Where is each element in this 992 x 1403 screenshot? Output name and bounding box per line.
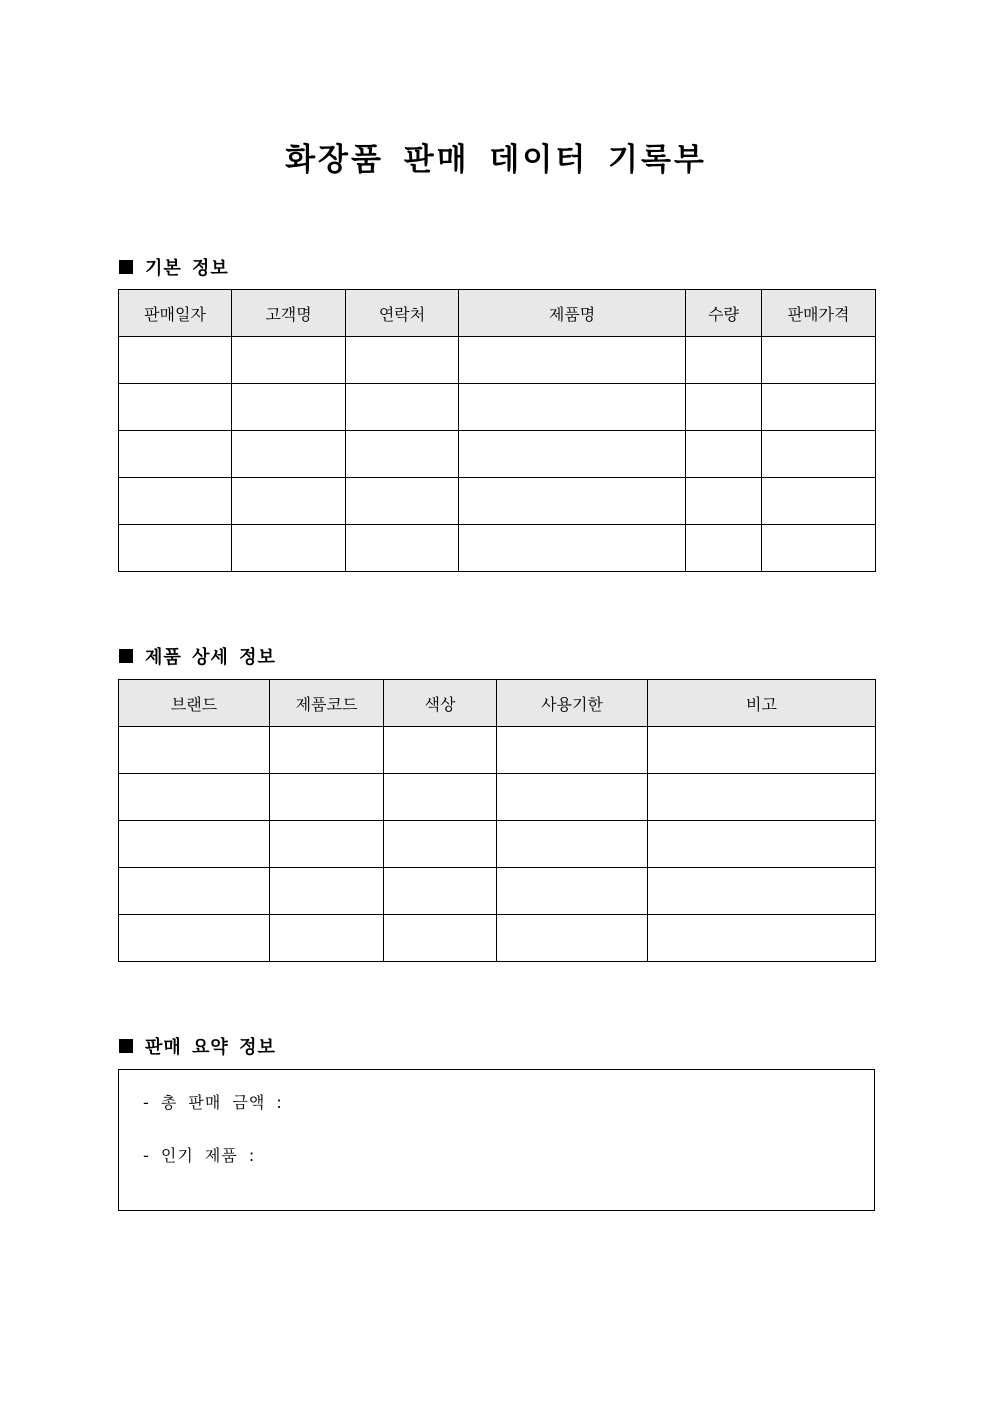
table-cell[interactable] [119,478,232,525]
table-cell[interactable] [497,868,648,915]
table-cell[interactable] [119,727,270,774]
popular-product-field[interactable]: - 인기 제품 : [143,1146,256,1165]
table-cell[interactable] [648,727,876,774]
table-cell[interactable] [497,727,648,774]
table-cell[interactable] [232,478,346,525]
product-detail-table [118,679,876,962]
table-cell[interactable] [686,384,762,431]
table-cell[interactable] [119,915,270,962]
table-row [119,431,876,478]
table-row [119,337,876,384]
table-cell[interactable] [459,478,686,525]
section-heading-basic [119,254,229,280]
table-cell[interactable] [648,821,876,868]
square-bullet-icon [119,260,133,274]
table-cell[interactable] [346,431,459,478]
total-sales-amount-field[interactable]: - 총 판매 금액 : [143,1093,283,1112]
table-row [119,525,876,572]
table-cell[interactable] [119,337,232,384]
table-cell[interactable] [119,525,232,572]
table-row [119,384,876,431]
table-cell[interactable] [119,821,270,868]
table-cell[interactable] [648,868,876,915]
table-cell[interactable] [270,915,384,962]
table-row [119,821,876,868]
table-row [119,774,876,821]
table-cell[interactable] [648,915,876,962]
table-cell[interactable] [762,525,876,572]
table-cell[interactable] [686,337,762,384]
table-cell[interactable] [232,337,346,384]
table-cell[interactable] [497,774,648,821]
table-header-row [119,290,876,337]
column-header-remarks: 비고 [648,680,876,727]
table-cell[interactable] [686,431,762,478]
section-heading-summary-label: 판매 요약 정보 [145,1037,276,1058]
table-row [119,727,876,774]
table-cell[interactable] [270,727,384,774]
table-row [119,915,876,962]
table-row [119,478,876,525]
column-header-color: 색상 [384,680,497,727]
square-bullet-icon [119,649,133,663]
table-cell[interactable] [762,384,876,431]
section-heading-detail [119,643,276,669]
column-header-product-name: 제품명 [459,290,686,337]
table-cell[interactable] [384,774,497,821]
table-cell[interactable] [232,525,346,572]
table-cell[interactable] [384,727,497,774]
column-header-product-code: 제품코드 [270,680,384,727]
square-bullet-icon [119,1039,133,1053]
table-cell[interactable] [762,431,876,478]
section-heading-basic-label: 기본 정보 [145,258,229,279]
table-cell[interactable] [232,431,346,478]
table-cell[interactable] [346,525,459,572]
document-title: 화장품 판매 데이터 기록부 [285,142,707,178]
table-cell[interactable] [459,337,686,384]
table-cell[interactable] [686,478,762,525]
table-cell[interactable] [119,868,270,915]
column-header-sale-price: 판매가격 [762,290,876,337]
table-cell[interactable] [270,821,384,868]
column-header-customer-name: 고객명 [232,290,346,337]
column-header-brand: 브랜드 [119,680,270,727]
table-cell[interactable] [459,525,686,572]
section-heading-detail-label: 제품 상세 정보 [145,647,276,668]
column-header-contact: 연락처 [346,290,459,337]
table-cell[interactable] [384,915,497,962]
table-cell[interactable] [459,431,686,478]
column-header-expiry-date: 사용기한 [497,680,648,727]
table-cell[interactable] [346,478,459,525]
table-cell[interactable] [384,821,497,868]
table-cell[interactable] [497,821,648,868]
table-cell[interactable] [459,384,686,431]
section-heading-summary [119,1033,276,1059]
table-cell[interactable] [762,337,876,384]
table-cell[interactable] [346,337,459,384]
table-cell[interactable] [119,384,232,431]
basic-info-table [118,289,876,572]
sales-summary-box [118,1069,875,1211]
column-header-quantity: 수량 [686,290,762,337]
table-row [119,868,876,915]
table-cell[interactable] [232,384,346,431]
table-cell[interactable] [270,774,384,821]
column-header-sale-date: 판매일자 [119,290,232,337]
table-cell[interactable] [384,868,497,915]
table-cell[interactable] [648,774,876,821]
table-cell[interactable] [346,384,459,431]
table-cell[interactable] [119,774,270,821]
table-cell[interactable] [497,915,648,962]
table-cell[interactable] [119,431,232,478]
table-header-row [119,680,876,727]
table-cell[interactable] [686,525,762,572]
table-cell[interactable] [270,868,384,915]
table-cell[interactable] [762,478,876,525]
